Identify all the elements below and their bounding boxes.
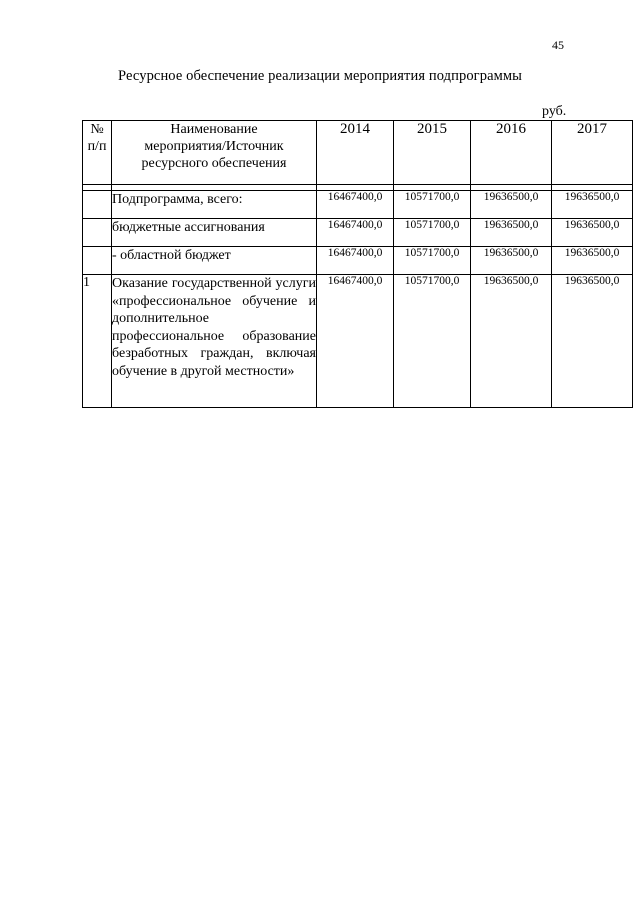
value-2017: 19636500,0 bbox=[552, 219, 633, 247]
header-name-line: Наименование bbox=[170, 122, 258, 137]
header-year-2015: 2015 bbox=[394, 121, 471, 185]
row-name: - областной бюджет bbox=[112, 247, 317, 275]
value-2015: 10571700,0 bbox=[394, 275, 471, 408]
header-year-2016: 2016 bbox=[471, 121, 552, 185]
value-2015: 10571700,0 bbox=[394, 191, 471, 219]
value-2016: 19636500,0 bbox=[471, 219, 552, 247]
currency-unit: руб. bbox=[542, 104, 567, 119]
header-year-2014: 2014 bbox=[317, 121, 394, 185]
table-row bbox=[83, 191, 633, 219]
header-number-line: № bbox=[90, 122, 104, 137]
value-2016: 19636500,0 bbox=[471, 247, 552, 275]
row-name: Оказание государственной услуги «профессиональное обучение и дополнительное профессиональное образование безработных граждан, включая обучение в другой местности» bbox=[112, 275, 317, 408]
row-name: Подпрограмма, всего: bbox=[112, 191, 317, 219]
table-row bbox=[83, 275, 633, 408]
row-name: бюджетные ассигнования bbox=[112, 219, 317, 247]
header-year-2017: 2017 bbox=[552, 121, 633, 185]
header-number bbox=[83, 121, 112, 185]
table-header-row bbox=[83, 121, 633, 185]
document-title: Ресурсное обеспечение реализации мероприятия подпрограммы bbox=[118, 68, 522, 84]
row-index bbox=[83, 191, 112, 219]
value-2016: 19636500,0 bbox=[471, 191, 552, 219]
value-2017: 19636500,0 bbox=[552, 275, 633, 408]
row-index bbox=[83, 247, 112, 275]
value-2014: 16467400,0 bbox=[317, 275, 394, 408]
resource-table bbox=[82, 120, 633, 408]
header-number-line: п/п bbox=[87, 139, 107, 154]
value-2017: 19636500,0 bbox=[552, 191, 633, 219]
page-number: 45 bbox=[552, 38, 564, 52]
table-row bbox=[83, 247, 633, 275]
value-2015: 10571700,0 bbox=[394, 219, 471, 247]
table-row bbox=[83, 219, 633, 247]
value-2015: 10571700,0 bbox=[394, 247, 471, 275]
header-name bbox=[112, 121, 317, 185]
value-2017: 19636500,0 bbox=[552, 247, 633, 275]
row-index: 1 bbox=[83, 275, 112, 408]
value-2014: 16467400,0 bbox=[317, 219, 394, 247]
header-name-line: мероприятия/Источник bbox=[144, 139, 284, 154]
row-index bbox=[83, 219, 112, 247]
value-2014: 16467400,0 bbox=[317, 247, 394, 275]
header-name-line: ресурсного обеспечения bbox=[141, 156, 287, 171]
value-2016: 19636500,0 bbox=[471, 275, 552, 408]
value-2014: 16467400,0 bbox=[317, 191, 394, 219]
